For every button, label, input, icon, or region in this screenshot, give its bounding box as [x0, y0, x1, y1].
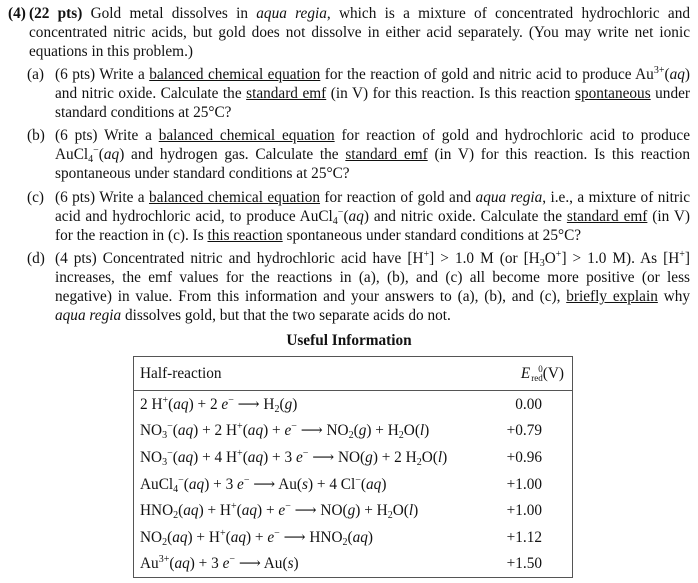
- text-segment: 2: [173, 510, 179, 522]
- part-text: [27, 249, 690, 325]
- text-segment: e: [267, 528, 275, 546]
- text-segment: +: [162, 394, 169, 406]
- text-segment: e: [284, 422, 292, 440]
- text-segment: aq: [177, 448, 194, 466]
- text-segment: (in V) for the reaction in (c). Is: [55, 208, 690, 244]
- text-segment: aqua regia: [55, 307, 122, 324]
- text-segment: (in V) for this reaction. Is this reaction: [326, 85, 576, 102]
- text-segment: −: [167, 447, 173, 459]
- text-segment: (: [172, 448, 178, 466]
- text-segment: (4 pts) Concentrated nitric and hydrochloric acid have [H: [55, 250, 424, 267]
- text-segment: +: [237, 447, 243, 459]
- text-segment: (: [169, 555, 175, 573]
- text-segment: ): [367, 528, 374, 546]
- half-reaction: [134, 497, 491, 524]
- part-d: [27, 249, 690, 325]
- e-symbol: E: [520, 364, 531, 382]
- text-segment: l: [408, 502, 414, 520]
- text-segment: ⟶ Au(: [249, 475, 303, 493]
- text-segment: ) and hydrogen gas. Calculate the: [119, 146, 346, 163]
- e-sub: red: [531, 373, 543, 384]
- text-segment: (: [242, 422, 248, 440]
- text-segment: e: [221, 395, 229, 413]
- text-segment: 3+: [653, 65, 665, 76]
- text-segment: ) + 3: [263, 448, 296, 466]
- text-segment: (: [353, 422, 359, 440]
- part-text: [27, 188, 690, 245]
- part-b: [27, 126, 690, 183]
- text-segment: aq: [103, 146, 120, 163]
- text-segment: (: [236, 502, 242, 520]
- text-segment: (: [167, 528, 173, 546]
- text-segment: ) + 3: [204, 475, 238, 493]
- e-red-value: +1.12: [506, 528, 542, 546]
- text-segment: −: [229, 554, 236, 566]
- text-segment: (6 pts) Write a: [55, 66, 150, 83]
- text-segment: Gold metal dissolves in: [82, 5, 257, 22]
- text-segment: 2: [416, 456, 422, 468]
- text-segment: e: [278, 502, 286, 520]
- text-segment: ) + H: [366, 422, 399, 440]
- half-reaction-table: [133, 356, 573, 578]
- text-segment: NO: [140, 448, 163, 466]
- text-segment: ⟶ NO(: [308, 448, 366, 466]
- text-segment: aq: [348, 208, 364, 225]
- text-segment: ] increases, the emf values for the reactions in (a), (b), and (c) all become more positive (or less negative) in value. From this information and your answers to (a), (b), and (c),: [55, 250, 690, 305]
- text-segment: 2: [387, 510, 393, 522]
- text-segment: (in V) for this reaction. Is this reaction spontaneous under standard conditions at 25°C?: [55, 146, 690, 182]
- text-segment: 2: [162, 536, 168, 548]
- part-label: (c): [27, 189, 44, 206]
- text-segment: spontaneous: [575, 85, 651, 102]
- e-red-header: [491, 357, 573, 391]
- table-row: [134, 391, 573, 418]
- text-segment: (: [664, 66, 670, 83]
- text-segment: aqua regia: [475, 189, 543, 206]
- text-segment: aq: [669, 66, 685, 83]
- table-row: [134, 497, 573, 524]
- text-segment: −: [93, 145, 99, 156]
- text-segment: ) and nitric oxide. Calculate the: [363, 208, 567, 225]
- text-segment: +: [679, 249, 685, 260]
- text-segment: NO: [140, 422, 163, 440]
- e-red-value: +1.50: [506, 555, 542, 573]
- text-segment: O(: [392, 502, 409, 520]
- text-segment: +: [423, 249, 430, 260]
- text-segment: ) + 4 Cl: [307, 475, 356, 493]
- text-segment: ) +: [263, 422, 285, 440]
- text-segment: 2: [348, 430, 354, 442]
- text-segment: ): [442, 448, 448, 466]
- text-segment: ) + H: [187, 528, 220, 546]
- text-segment: ) +: [257, 502, 279, 520]
- table-row: [134, 524, 573, 551]
- text-segment: (22 pts): [29, 5, 83, 22]
- text-segment: under standard conditions at 25°C?: [55, 85, 690, 121]
- text-segment: O(: [403, 422, 420, 440]
- text-segment: aq: [188, 475, 205, 493]
- text-segment: (: [343, 208, 349, 225]
- part-text: [27, 126, 690, 183]
- text-segment: (: [360, 475, 367, 493]
- half-reaction: [134, 418, 491, 445]
- text-segment: Au: [140, 555, 159, 573]
- text-segment: aq: [247, 448, 264, 466]
- text-segment: why: [657, 288, 690, 305]
- text-segment: aq: [247, 422, 264, 440]
- text-segment: −: [302, 447, 309, 459]
- table-row: [134, 471, 573, 498]
- text-segment: for reaction of gold and hydrochloric acid to produce AuCl: [55, 127, 690, 163]
- text-segment: 2: [342, 536, 348, 548]
- text-segment: ] > 1.0 M). As [H: [561, 250, 680, 267]
- e-sup: 0: [538, 364, 543, 375]
- text-segment: for the reaction of gold and nitric acid to produce Au: [320, 66, 654, 83]
- text-segment: −: [285, 501, 291, 513]
- half-reaction: [134, 391, 491, 418]
- part-label: (b): [27, 127, 45, 144]
- text-segment: balanced chemical equation: [149, 189, 321, 206]
- part-c: [27, 188, 690, 245]
- text-segment: , which is a mixture of concentrated hydrochloric and concentrated nitric acids, but gold does not dissolve in either acid separately. (You may write net ionic equations in this problem.): [29, 5, 690, 60]
- text-segment: 4: [173, 483, 179, 495]
- text-segment: ⟶ NO: [296, 422, 349, 440]
- e-red-value: +0.79: [506, 422, 542, 440]
- text-segment: (: [172, 422, 178, 440]
- text-segment: aq: [352, 528, 368, 546]
- text-segment: aq: [177, 422, 194, 440]
- text-segment: s: [302, 475, 308, 493]
- text-segment: ): [424, 422, 430, 440]
- text-segment: −: [355, 474, 361, 486]
- text-segment: g: [365, 448, 373, 466]
- half-reaction: [134, 471, 491, 498]
- text-segment: e: [295, 448, 303, 466]
- text-segment: standard emf: [246, 85, 327, 102]
- text-segment: −: [274, 527, 280, 539]
- text-segment: 2: [398, 430, 404, 442]
- text-segment: 3: [162, 456, 168, 468]
- half-reaction: [134, 444, 491, 471]
- text-segment: AuCl: [140, 475, 174, 493]
- text-segment: −: [291, 421, 297, 433]
- text-segment: ): [381, 475, 387, 493]
- text-segment: 2 H: [140, 395, 163, 413]
- text-segment: 2: [274, 403, 280, 415]
- text-segment: ⟶ NO(: [290, 502, 348, 520]
- text-segment: +: [219, 527, 226, 539]
- text-segment: s: [287, 555, 294, 573]
- text-segment: ) + 4 H: [193, 448, 238, 466]
- text-segment: −: [337, 207, 344, 218]
- e-red-value: +1.00: [506, 475, 542, 493]
- text-segment: ) + 2 H: [372, 448, 417, 466]
- text-segment: standard emf: [345, 146, 428, 163]
- text-segment: NO: [140, 528, 163, 546]
- text-segment: g: [358, 422, 367, 440]
- half-reaction: [134, 524, 491, 551]
- text-segment: aqua regia: [256, 5, 327, 22]
- text-segment: ): [413, 502, 419, 520]
- part-label: (d): [27, 250, 45, 267]
- text-segment: spontaneous under standard conditions at 25°C?: [282, 227, 582, 244]
- problem-intro: [8, 4, 690, 61]
- text-segment: ) + 3: [189, 555, 223, 573]
- text-segment: (: [347, 528, 353, 546]
- e-red-value: 0.00: [515, 395, 542, 413]
- part-text: [27, 65, 690, 122]
- e-red-value: +0.96: [506, 448, 542, 466]
- text-segment: dissolves gold, but that the two separate acids do not.: [121, 307, 451, 324]
- text-segment: (: [242, 448, 248, 466]
- text-segment: ⟶ Au(: [235, 555, 288, 573]
- e-unit: (V): [542, 364, 564, 382]
- text-segment: ] > 1.0 M (or [H: [429, 250, 540, 267]
- text-segment: (: [183, 475, 189, 493]
- text-segment: (: [279, 395, 285, 413]
- table-row: [134, 444, 573, 471]
- text-segment: +: [230, 501, 237, 513]
- part-a: [27, 65, 690, 122]
- text-segment: g: [284, 395, 293, 413]
- text-segment: l: [419, 422, 425, 440]
- text-segment: briefly explain: [566, 288, 658, 305]
- text-segment: ) + H: [355, 502, 388, 520]
- text-segment: l: [437, 448, 443, 466]
- text-segment: e: [222, 555, 230, 573]
- text-segment: HNO: [140, 502, 174, 520]
- text-segment: (: [168, 395, 174, 413]
- text-segment: ⟶ HNO: [279, 528, 343, 546]
- text-segment: (: [178, 502, 184, 520]
- text-segment: (6 pts) Write a: [55, 189, 149, 206]
- text-segment: 4: [332, 216, 338, 227]
- text-segment: ) + 2 H: [193, 422, 238, 440]
- text-segment: aq: [230, 528, 246, 546]
- text-segment: (6 pts) Write a: [55, 127, 159, 144]
- text-segment: −: [178, 474, 184, 486]
- text-segment: aq: [172, 528, 188, 546]
- text-segment: for reaction of gold and: [320, 189, 476, 206]
- text-segment: 3: [539, 258, 545, 269]
- problem-number: (4): [8, 5, 26, 22]
- table-row: [134, 418, 573, 445]
- text-segment: ): [292, 395, 298, 413]
- text-segment: 3: [162, 430, 168, 442]
- text-segment: ) +: [245, 528, 268, 546]
- e-red-value: +1.00: [506, 502, 542, 520]
- text-segment: O: [544, 250, 556, 267]
- text-segment: balanced chemical equation: [158, 127, 335, 144]
- text-segment: ⟶ H: [233, 395, 275, 413]
- text-segment: +: [555, 249, 562, 260]
- text-segment: standard emf: [566, 208, 648, 225]
- text-segment: 4: [88, 154, 94, 165]
- half-reaction: [134, 551, 491, 578]
- text-segment: −: [228, 394, 234, 406]
- text-segment: (: [225, 528, 231, 546]
- text-segment: +: [237, 421, 243, 433]
- text-segment: −: [167, 421, 173, 433]
- problem-intro-text: [8, 4, 690, 61]
- e-superscript-subscript: [531, 365, 543, 383]
- text-segment: ) + 2: [188, 395, 222, 413]
- text-segment: aq: [241, 502, 258, 520]
- text-segment: aq: [173, 395, 189, 413]
- half-reaction-header: Half-reaction: [134, 357, 491, 391]
- text-segment: this reaction: [207, 227, 283, 244]
- table-row: [134, 551, 573, 578]
- text-segment: aq: [366, 475, 382, 493]
- text-segment: 3+: [158, 554, 170, 566]
- text-segment: −: [243, 474, 250, 486]
- text-segment: (: [98, 146, 104, 163]
- text-segment: aq: [174, 555, 190, 573]
- text-segment: ) + H: [198, 502, 231, 520]
- part-label: (a): [27, 66, 44, 83]
- text-segment: O(: [421, 448, 438, 466]
- text-segment: ) and nitric oxide. Calculate the: [55, 66, 690, 102]
- text-segment: balanced chemical equation: [149, 66, 321, 83]
- text-segment: g: [347, 502, 356, 520]
- text-segment: , i.e., a mixture of nitric acid and hydrochloric acid, to produce AuCl: [55, 189, 690, 225]
- text-segment: ): [293, 555, 299, 573]
- useful-information-title: Useful Information: [286, 332, 412, 349]
- table-header-row: [134, 357, 573, 391]
- text-segment: e: [237, 475, 244, 493]
- text-segment: aq: [183, 502, 199, 520]
